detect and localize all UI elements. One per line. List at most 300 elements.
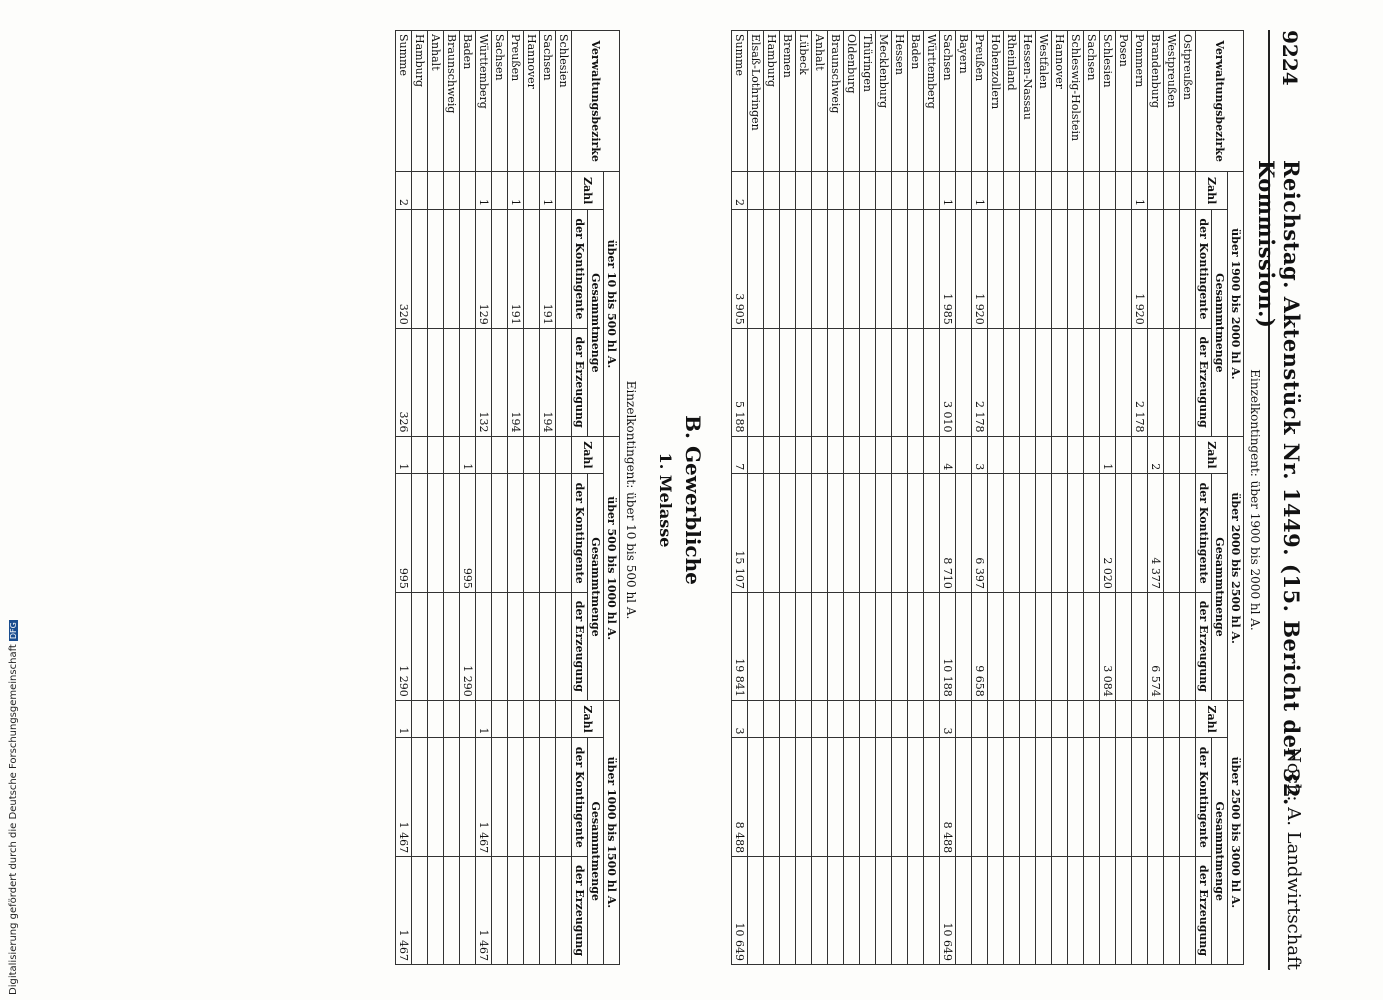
cell-value: 1 467 <box>476 738 492 857</box>
col-kontingente: der Kontingente <box>1196 474 1212 593</box>
cell-value <box>812 738 828 857</box>
row-label: Anhalt <box>812 31 828 172</box>
cell-value: 8 488 <box>940 738 956 857</box>
cell-value: 2 178 <box>1132 328 1148 436</box>
cell-value: 1 985 <box>940 210 956 329</box>
cell-value <box>1116 738 1132 857</box>
cell-value <box>1020 436 1036 474</box>
cell-value <box>764 436 780 474</box>
cell-value <box>796 738 812 857</box>
cell-value <box>556 172 572 210</box>
cell-value: 9 658 <box>972 592 988 700</box>
cell-value <box>556 328 572 436</box>
cell-value <box>908 592 924 700</box>
cell-value <box>1100 857 1116 965</box>
rotated-page-content <box>80 30 1310 970</box>
group-header-2: über 2000 bis 2500 hl A. <box>1228 436 1244 700</box>
cell-value <box>476 474 492 593</box>
row-label: Bayern <box>956 31 972 172</box>
cell-value <box>1116 172 1132 210</box>
col-gesamtmenge: Gesammtmenge <box>588 210 604 436</box>
cell-value <box>812 328 828 436</box>
row-label: Anhalt <box>428 31 444 172</box>
cell-value <box>556 210 572 329</box>
table-row <box>828 31 844 965</box>
cell-value <box>492 436 508 474</box>
cell-value <box>812 857 828 965</box>
row-label: Summe <box>732 31 748 172</box>
cell-value <box>956 738 972 857</box>
table-row <box>1004 31 1020 965</box>
cell-value <box>1148 700 1164 738</box>
cell-value <box>812 210 828 329</box>
cell-value <box>1180 738 1196 857</box>
cell-value <box>1084 328 1100 436</box>
cell-value <box>1148 172 1164 210</box>
cell-value <box>764 474 780 593</box>
cell-value <box>1036 172 1052 210</box>
cell-value <box>988 436 1004 474</box>
cell-value <box>1004 172 1020 210</box>
cell-value <box>1052 857 1068 965</box>
cell-value <box>524 700 540 738</box>
table-row <box>796 31 812 965</box>
cell-value <box>812 700 828 738</box>
cell-value: 995 <box>396 474 412 593</box>
table-row <box>460 31 476 965</box>
cell-value: 6 574 <box>1148 592 1164 700</box>
cell-value <box>924 328 940 436</box>
row-label: Oldenburg <box>844 31 860 172</box>
col-gesamtmenge: Gesammtmenge <box>1212 474 1228 700</box>
cell-value <box>764 210 780 329</box>
cell-value <box>956 857 972 965</box>
cell-value <box>908 738 924 857</box>
group-header-3: über 2500 bis 3000 hl A. <box>1228 700 1244 964</box>
cell-value <box>1052 328 1068 436</box>
cell-value <box>1068 738 1084 857</box>
section-title: B. Gewerbliche <box>681 415 705 585</box>
cell-value: 4 <box>940 436 956 474</box>
cell-value <box>892 328 908 436</box>
row-label: Preußen <box>508 31 524 172</box>
row-label: Ostpreußen <box>1180 31 1196 172</box>
cell-value <box>828 210 844 329</box>
cell-value <box>1084 857 1100 965</box>
cell-value <box>892 210 908 329</box>
cell-value <box>908 172 924 210</box>
row-label: Hamburg <box>412 31 428 172</box>
cell-value <box>1004 328 1020 436</box>
table-row <box>956 31 972 965</box>
table-row <box>1164 31 1180 965</box>
table-row <box>1084 31 1100 965</box>
cell-value <box>892 700 908 738</box>
cell-value <box>1068 210 1084 329</box>
table-melasse <box>395 30 620 965</box>
cell-value <box>428 592 444 700</box>
cell-value <box>828 700 844 738</box>
row-label: Hessen-Nassau <box>1020 31 1036 172</box>
cell-value <box>508 592 524 700</box>
cell-value <box>892 592 908 700</box>
cell-value: 1 <box>476 172 492 210</box>
cell-value <box>1132 436 1148 474</box>
cell-value <box>876 700 892 738</box>
cell-value <box>844 436 860 474</box>
table-row <box>1052 31 1068 965</box>
cell-value <box>924 592 940 700</box>
cell-value <box>876 210 892 329</box>
cell-value <box>1132 592 1148 700</box>
cell-value <box>748 592 764 700</box>
cell-value <box>956 210 972 329</box>
cell-value <box>524 857 540 965</box>
col-erzeugung: der Erzeugung <box>572 592 588 700</box>
cell-value <box>524 328 540 436</box>
cell-value <box>444 857 460 965</box>
table2-caption: Einzelkontingent: über 10 bis 500 hl A. <box>624 380 638 620</box>
table2-body <box>396 31 572 965</box>
col-erzeugung: der Erzeugung <box>1196 857 1212 965</box>
table-row <box>972 31 988 965</box>
cell-value <box>956 328 972 436</box>
cell-value <box>1180 172 1196 210</box>
cell-value: 1 <box>972 172 988 210</box>
cell-value <box>540 857 556 965</box>
cell-value <box>844 210 860 329</box>
cell-value <box>412 474 428 593</box>
cell-value <box>988 738 1004 857</box>
cell-value <box>412 738 428 857</box>
cell-value <box>780 738 796 857</box>
cell-value <box>764 700 780 738</box>
cell-value: 3 010 <box>940 328 956 436</box>
cell-value <box>860 592 876 700</box>
cell-value <box>1180 700 1196 738</box>
cell-value <box>428 436 444 474</box>
cell-value <box>780 857 796 965</box>
cell-value <box>524 474 540 593</box>
cell-value <box>812 172 828 210</box>
cell-value <box>1004 857 1020 965</box>
table-row <box>732 31 748 965</box>
page-number: 9224 <box>1278 30 1302 86</box>
col-erzeugung: der Erzeugung <box>572 328 588 436</box>
col-erzeugung: der Erzeugung <box>1196 328 1212 436</box>
table1-body <box>732 31 1196 965</box>
row-label: Baden <box>908 31 924 172</box>
cell-value: 1 <box>396 436 412 474</box>
cell-value <box>460 857 476 965</box>
cell-value <box>412 328 428 436</box>
cell-value <box>412 436 428 474</box>
col-gesamtmenge: Gesammtmenge <box>588 474 604 700</box>
cell-value <box>908 857 924 965</box>
cell-value: 2 <box>732 172 748 210</box>
cell-value <box>812 436 828 474</box>
col-kontingente: der Kontingente <box>572 474 588 593</box>
cell-value <box>492 210 508 329</box>
cell-value <box>860 700 876 738</box>
cell-value <box>748 172 764 210</box>
cell-value <box>892 857 908 965</box>
cell-value <box>492 328 508 436</box>
cell-value <box>956 700 972 738</box>
row-label: Sachsen <box>492 31 508 172</box>
table-row <box>748 31 764 965</box>
cell-value <box>1084 172 1100 210</box>
cell-value <box>428 328 444 436</box>
cell-value <box>524 592 540 700</box>
cell-value: 7 <box>732 436 748 474</box>
col-zahl: Zahl <box>1196 172 1228 210</box>
table-row <box>476 31 492 965</box>
col-zahl: Zahl <box>572 436 604 474</box>
cell-value <box>924 857 940 965</box>
cell-value <box>748 436 764 474</box>
cell-value <box>540 436 556 474</box>
group-header-1: über 10 bis 500 hl A. <box>604 172 620 436</box>
table-row <box>1036 31 1052 965</box>
cell-value <box>1164 172 1180 210</box>
cell-value <box>508 436 524 474</box>
cell-value: 1 <box>1132 172 1148 210</box>
cell-value: 3 905 <box>732 210 748 329</box>
cell-value: 6 397 <box>972 474 988 593</box>
cell-value: 3 <box>732 700 748 738</box>
cell-value <box>988 328 1004 436</box>
cell-value: 194 <box>540 328 556 436</box>
cell-value: 1 <box>1100 436 1116 474</box>
col-zahl: Zahl <box>572 172 604 210</box>
cell-value: 1 <box>460 436 476 474</box>
table-row <box>908 31 924 965</box>
cell-value <box>1052 436 1068 474</box>
cell-value <box>972 700 988 738</box>
cell-value <box>860 328 876 436</box>
cell-value <box>1116 857 1132 965</box>
cell-value <box>764 738 780 857</box>
cell-value: 3 <box>940 700 956 738</box>
col-gesamtmenge: Gesammtmenge <box>1212 210 1228 436</box>
table-row <box>1148 31 1164 965</box>
col-erzeugung: der Erzeugung <box>1196 592 1212 700</box>
cell-value <box>1036 210 1052 329</box>
cell-value <box>1052 738 1068 857</box>
cell-value <box>924 738 940 857</box>
cell-value <box>828 738 844 857</box>
col-kontingente: der Kontingente <box>572 738 588 857</box>
cell-value <box>876 436 892 474</box>
cell-value <box>844 172 860 210</box>
page-title: Reichstag. Aktenstück Nr. 1449. (15. Bericht der 32. Kommission.) <box>1254 160 1304 806</box>
section-running-head: Noch: A. Landwirtschaft <box>1283 747 1304 970</box>
row-label: Baden <box>460 31 476 172</box>
cell-value <box>1020 700 1036 738</box>
cell-value <box>492 857 508 965</box>
cell-value: 1 467 <box>396 857 412 965</box>
table-row <box>1132 31 1148 965</box>
cell-value <box>1100 210 1116 329</box>
cell-value <box>428 700 444 738</box>
cell-value <box>1164 857 1180 965</box>
cell-value <box>444 592 460 700</box>
cell-value: 194 <box>508 328 524 436</box>
row-label: Braunschweig <box>828 31 844 172</box>
cell-value <box>988 592 1004 700</box>
cell-value <box>748 857 764 965</box>
col-zahl: Zahl <box>1196 700 1228 738</box>
cell-value <box>1084 738 1100 857</box>
cell-value <box>540 474 556 593</box>
cell-value <box>748 738 764 857</box>
cell-value <box>1116 700 1132 738</box>
cell-value <box>1132 857 1148 965</box>
cell-value <box>412 172 428 210</box>
cell-value: 2 020 <box>1100 474 1116 593</box>
cell-value: 4 377 <box>1148 474 1164 593</box>
row-label: Thüringen <box>860 31 876 172</box>
cell-value <box>1004 436 1020 474</box>
cell-value <box>844 592 860 700</box>
cell-value <box>1148 210 1164 329</box>
row-label: Hessen <box>892 31 908 172</box>
cell-value: 19 841 <box>732 592 748 700</box>
cell-value <box>1036 700 1052 738</box>
cell-value <box>1036 592 1052 700</box>
cell-value <box>972 738 988 857</box>
cell-value <box>956 172 972 210</box>
table1-caption: Einzelkontingent: über 1900 bis 2000 hl A. <box>1248 369 1262 631</box>
cell-value: 326 <box>396 328 412 436</box>
cell-value <box>1132 738 1148 857</box>
region-header: Verwaltungsbezirke <box>1196 31 1244 172</box>
group-header-2: über 500 bis 1000 hl A. <box>604 436 620 700</box>
cell-value <box>924 172 940 210</box>
cell-value: 1 290 <box>460 592 476 700</box>
cell-value <box>444 474 460 593</box>
row-label: Sachsen <box>940 31 956 172</box>
cell-value <box>1084 592 1100 700</box>
cell-value: 1 467 <box>476 857 492 965</box>
cell-value <box>1116 474 1132 593</box>
row-label: Schlesien <box>556 31 572 172</box>
cell-value <box>492 738 508 857</box>
cell-value: 1 920 <box>1132 210 1148 329</box>
col-gesamtmenge: Gesammtmenge <box>1212 738 1228 965</box>
cell-value <box>988 857 1004 965</box>
cell-value <box>828 436 844 474</box>
cell-value <box>556 738 572 857</box>
cell-value <box>1180 210 1196 329</box>
table-row <box>492 31 508 965</box>
cell-value <box>844 328 860 436</box>
cell-value: 8 488 <box>732 738 748 857</box>
cell-value <box>956 474 972 593</box>
row-label: Elsaß-Lothringen <box>748 31 764 172</box>
col-zahl: Zahl <box>572 700 604 738</box>
cell-value <box>1052 592 1068 700</box>
cell-value: 191 <box>540 210 556 329</box>
row-label: Rheinland <box>1004 31 1020 172</box>
row-label: Bremen <box>780 31 796 172</box>
row-label: Schlesien <box>1100 31 1116 172</box>
cell-value <box>540 592 556 700</box>
cell-value <box>796 592 812 700</box>
cell-value <box>780 210 796 329</box>
cell-value <box>860 172 876 210</box>
table-row <box>1068 31 1084 965</box>
cell-value <box>1132 474 1148 593</box>
cell-value <box>1148 328 1164 436</box>
cell-value <box>876 857 892 965</box>
cell-value: 995 <box>460 474 476 593</box>
table-row <box>540 31 556 965</box>
cell-value <box>796 700 812 738</box>
cell-value: 1 <box>396 700 412 738</box>
cell-value <box>1052 210 1068 329</box>
row-label: Lübeck <box>796 31 812 172</box>
cell-value <box>556 592 572 700</box>
table-row <box>844 31 860 965</box>
cell-value <box>1180 328 1196 436</box>
cell-value <box>492 592 508 700</box>
cell-value <box>540 700 556 738</box>
cell-value <box>1084 436 1100 474</box>
digitization-note <box>8 620 19 995</box>
cell-value <box>860 738 876 857</box>
cell-value <box>1180 592 1196 700</box>
row-label: Hannover <box>1052 31 1068 172</box>
row-label: Schleswig-Holstein <box>1068 31 1084 172</box>
table-row <box>940 31 956 965</box>
cell-value <box>780 592 796 700</box>
cell-value <box>1036 738 1052 857</box>
cell-value <box>1068 474 1084 593</box>
table-row <box>1180 31 1196 965</box>
cell-value <box>812 592 828 700</box>
table-row <box>1116 31 1132 965</box>
table-row <box>860 31 876 965</box>
cell-value <box>764 857 780 965</box>
table-row <box>508 31 524 965</box>
table-landwirtschaft <box>731 30 1244 965</box>
cell-value <box>1084 210 1100 329</box>
cell-value: 10 649 <box>732 857 748 965</box>
cell-value <box>780 700 796 738</box>
cell-value <box>780 328 796 436</box>
cell-value <box>1020 857 1036 965</box>
cell-value <box>988 474 1004 593</box>
cell-value <box>1100 738 1116 857</box>
row-label: Summe <box>396 31 412 172</box>
cell-value: 1 <box>508 172 524 210</box>
table-row <box>780 31 796 965</box>
cell-value <box>1020 738 1036 857</box>
cell-value <box>1148 857 1164 965</box>
cell-value <box>524 738 540 857</box>
cell-value <box>908 474 924 593</box>
section-subtitle: 1. Melasse <box>656 452 675 548</box>
cell-value <box>1068 436 1084 474</box>
table-row <box>1100 31 1116 965</box>
cell-value <box>1004 738 1020 857</box>
cell-value <box>444 328 460 436</box>
row-label: Württemberg <box>476 31 492 172</box>
cell-value <box>748 474 764 593</box>
cell-value <box>796 436 812 474</box>
